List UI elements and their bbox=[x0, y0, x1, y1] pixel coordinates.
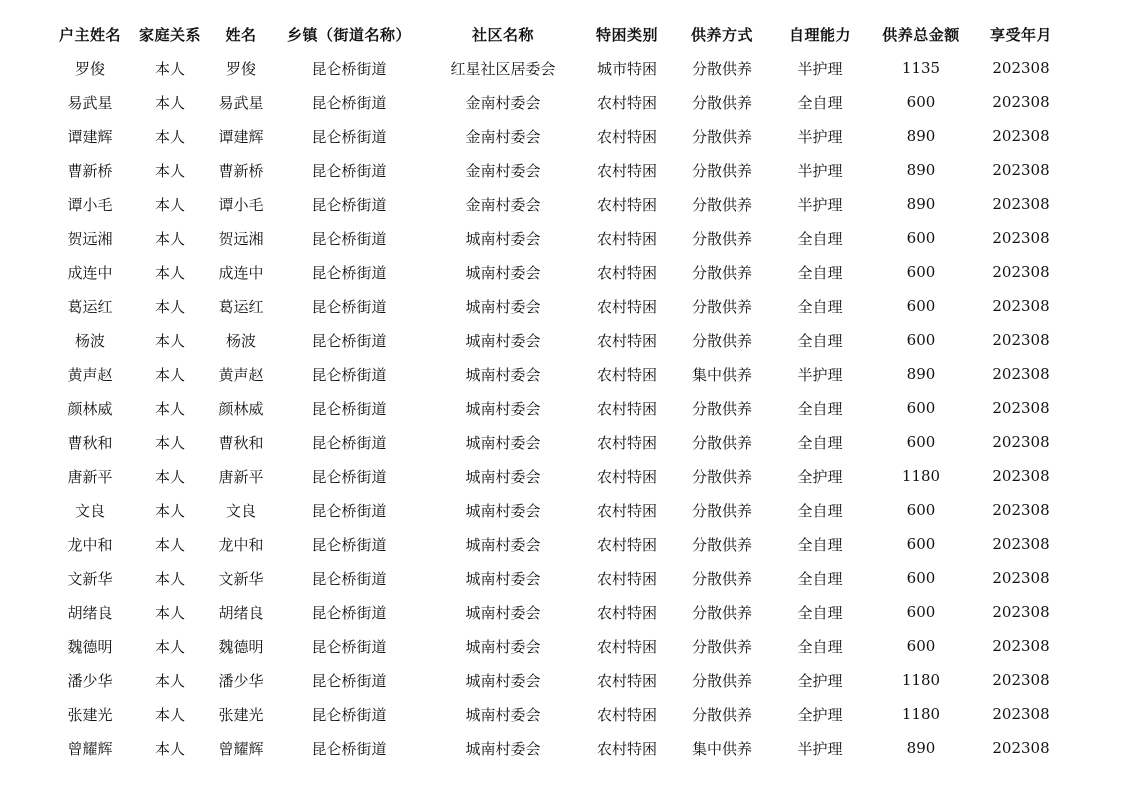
cell-support-amount: 1180 bbox=[901, 705, 941, 723]
cell-township: 昆仑桥街道 bbox=[311, 467, 387, 486]
cell-benefit-month: 202308 bbox=[992, 535, 1050, 553]
table-row bbox=[48, 153, 1068, 187]
cell-hardship-category: 农村特困 bbox=[596, 433, 657, 452]
header-row bbox=[48, 17, 1068, 51]
cell-self-care-ability: 半护理 bbox=[797, 739, 843, 758]
cell-person-name: 罗俊 bbox=[225, 59, 256, 78]
cell-hardship-category: 农村特困 bbox=[596, 365, 657, 384]
cell-family-relation: 本人 bbox=[154, 399, 185, 418]
cell-support-amount: 600 bbox=[906, 433, 936, 451]
cell-support-amount: 600 bbox=[906, 331, 936, 349]
cell-family-relation: 本人 bbox=[154, 331, 185, 350]
cell-family-relation: 本人 bbox=[154, 161, 185, 180]
cell-hardship-category: 农村特困 bbox=[596, 93, 657, 112]
cell-benefit-month: 202308 bbox=[992, 399, 1050, 417]
cell-support-amount: 600 bbox=[906, 229, 936, 247]
cell-support-method: 分散供养 bbox=[691, 93, 752, 112]
cell-benefit-month: 202308 bbox=[992, 161, 1050, 179]
cell-person-name: 葛运红 bbox=[218, 297, 264, 316]
cell-household-head-name: 杨波 bbox=[74, 331, 105, 350]
cell-family-relation: 本人 bbox=[154, 229, 185, 248]
cell-community-name: 城南村委会 bbox=[465, 365, 541, 384]
cell-self-care-ability: 半护理 bbox=[797, 195, 843, 214]
cell-township: 昆仑桥街道 bbox=[311, 535, 387, 554]
cell-support-amount: 890 bbox=[906, 127, 936, 145]
table-row bbox=[48, 255, 1068, 289]
cell-township: 昆仑桥街道 bbox=[311, 297, 387, 316]
cell-self-care-ability: 全自理 bbox=[797, 399, 843, 418]
cell-person-name: 唐新平 bbox=[218, 467, 264, 486]
cell-family-relation: 本人 bbox=[154, 569, 185, 588]
table-row bbox=[48, 391, 1068, 425]
cell-household-head-name: 曾耀辉 bbox=[67, 739, 113, 758]
cell-benefit-month: 202308 bbox=[992, 195, 1050, 213]
column-header-person-name: 姓名 bbox=[225, 25, 257, 44]
cell-township: 昆仑桥街道 bbox=[311, 501, 387, 520]
cell-benefit-month: 202308 bbox=[992, 229, 1050, 247]
cell-family-relation: 本人 bbox=[154, 637, 185, 656]
cell-community-name: 城南村委会 bbox=[465, 399, 541, 418]
cell-support-amount: 1180 bbox=[901, 671, 941, 689]
column-header-support-amount: 供养总金额 bbox=[882, 25, 960, 44]
cell-household-head-name: 黄声赵 bbox=[67, 365, 113, 384]
table-row bbox=[48, 187, 1068, 221]
cell-family-relation: 本人 bbox=[154, 671, 185, 690]
cell-support-amount: 890 bbox=[906, 161, 936, 179]
cell-township: 昆仑桥街道 bbox=[311, 671, 387, 690]
column-header-township: 乡镇（街道名称） bbox=[286, 25, 411, 44]
cell-family-relation: 本人 bbox=[154, 59, 185, 78]
cell-household-head-name: 谭建辉 bbox=[67, 127, 113, 146]
table-row bbox=[48, 527, 1068, 561]
cell-hardship-category: 农村特困 bbox=[596, 195, 657, 214]
cell-person-name: 魏德明 bbox=[218, 637, 264, 656]
cell-community-name: 金南村委会 bbox=[465, 195, 541, 214]
support-roster-table bbox=[48, 17, 1068, 765]
cell-person-name: 曹秋和 bbox=[218, 433, 264, 452]
cell-self-care-ability: 全自理 bbox=[797, 263, 843, 282]
cell-self-care-ability: 全自理 bbox=[797, 297, 843, 316]
cell-household-head-name: 胡绪良 bbox=[67, 603, 113, 622]
table-row bbox=[48, 595, 1068, 629]
table-row bbox=[48, 425, 1068, 459]
cell-support-method: 分散供养 bbox=[691, 433, 752, 452]
column-header-self-care-ability: 自理能力 bbox=[788, 25, 851, 44]
cell-support-amount: 890 bbox=[906, 195, 936, 213]
cell-community-name: 城南村委会 bbox=[465, 535, 541, 554]
cell-benefit-month: 202308 bbox=[992, 603, 1050, 621]
cell-township: 昆仑桥街道 bbox=[311, 365, 387, 384]
cell-household-head-name: 贺远湘 bbox=[67, 229, 113, 248]
cell-household-head-name: 潘少华 bbox=[67, 671, 113, 690]
cell-township: 昆仑桥街道 bbox=[311, 399, 387, 418]
cell-self-care-ability: 半护理 bbox=[797, 365, 843, 384]
table-row bbox=[48, 731, 1068, 765]
cell-community-name: 城南村委会 bbox=[465, 467, 541, 486]
cell-hardship-category: 农村特困 bbox=[596, 705, 657, 724]
cell-self-care-ability: 全自理 bbox=[797, 637, 843, 656]
cell-benefit-month: 202308 bbox=[992, 671, 1050, 689]
cell-hardship-category: 农村特困 bbox=[596, 739, 657, 758]
cell-self-care-ability: 全护理 bbox=[797, 467, 843, 486]
cell-support-method: 分散供养 bbox=[691, 671, 752, 690]
cell-benefit-month: 202308 bbox=[992, 263, 1050, 281]
cell-person-name: 谭小毛 bbox=[218, 195, 264, 214]
cell-support-amount: 600 bbox=[906, 263, 936, 281]
cell-community-name: 城南村委会 bbox=[465, 433, 541, 452]
cell-township: 昆仑桥街道 bbox=[311, 705, 387, 724]
cell-person-name: 曹新桥 bbox=[218, 161, 264, 180]
cell-support-method: 分散供养 bbox=[691, 331, 752, 350]
cell-hardship-category: 农村特困 bbox=[596, 229, 657, 248]
cell-township: 昆仑桥街道 bbox=[311, 263, 387, 282]
cell-benefit-month: 202308 bbox=[992, 331, 1050, 349]
cell-support-method: 分散供养 bbox=[691, 263, 752, 282]
cell-family-relation: 本人 bbox=[154, 501, 185, 520]
cell-family-relation: 本人 bbox=[154, 535, 185, 554]
cell-support-amount: 600 bbox=[906, 535, 936, 553]
cell-self-care-ability: 全护理 bbox=[797, 671, 843, 690]
cell-township: 昆仑桥街道 bbox=[311, 127, 387, 146]
cell-support-amount: 600 bbox=[906, 501, 936, 519]
cell-person-name: 黄声赵 bbox=[218, 365, 264, 384]
cell-support-method: 集中供养 bbox=[691, 365, 752, 384]
cell-support-method: 分散供养 bbox=[691, 535, 752, 554]
column-header-household-head-name: 户主姓名 bbox=[58, 25, 121, 44]
cell-benefit-month: 202308 bbox=[992, 433, 1050, 451]
cell-hardship-category: 城市特困 bbox=[596, 59, 657, 78]
cell-self-care-ability: 全护理 bbox=[797, 705, 843, 724]
cell-self-care-ability: 全自理 bbox=[797, 569, 843, 588]
cell-support-method: 分散供养 bbox=[691, 229, 752, 248]
cell-benefit-month: 202308 bbox=[992, 569, 1050, 587]
table-row bbox=[48, 289, 1068, 323]
table-row bbox=[48, 85, 1068, 119]
cell-community-name: 红星社区居委会 bbox=[450, 59, 556, 78]
cell-family-relation: 本人 bbox=[154, 263, 185, 282]
cell-person-name: 谭建辉 bbox=[218, 127, 264, 146]
cell-benefit-month: 202308 bbox=[992, 705, 1050, 723]
cell-support-method: 分散供养 bbox=[691, 399, 752, 418]
cell-self-care-ability: 全自理 bbox=[797, 229, 843, 248]
cell-hardship-category: 农村特困 bbox=[596, 161, 657, 180]
cell-household-head-name: 易武星 bbox=[67, 93, 113, 112]
cell-family-relation: 本人 bbox=[154, 433, 185, 452]
cell-township: 昆仑桥街道 bbox=[311, 569, 387, 588]
cell-support-amount: 600 bbox=[906, 603, 936, 621]
cell-support-amount: 600 bbox=[906, 93, 936, 111]
cell-benefit-month: 202308 bbox=[992, 297, 1050, 315]
cell-support-amount: 600 bbox=[906, 297, 936, 315]
cell-hardship-category: 农村特困 bbox=[596, 569, 657, 588]
column-header-family-relation: 家庭关系 bbox=[138, 25, 201, 44]
cell-person-name: 杨波 bbox=[225, 331, 256, 350]
cell-household-head-name: 曹新桥 bbox=[67, 161, 113, 180]
cell-support-method: 集中供养 bbox=[691, 739, 752, 758]
cell-family-relation: 本人 bbox=[154, 603, 185, 622]
cell-support-method: 分散供养 bbox=[691, 161, 752, 180]
cell-family-relation: 本人 bbox=[154, 705, 185, 724]
cell-community-name: 城南村委会 bbox=[465, 229, 541, 248]
cell-self-care-ability: 全自理 bbox=[797, 501, 843, 520]
cell-person-name: 龙中和 bbox=[218, 535, 264, 554]
cell-household-head-name: 葛运红 bbox=[67, 297, 113, 316]
cell-household-head-name: 谭小毛 bbox=[67, 195, 113, 214]
cell-hardship-category: 农村特困 bbox=[596, 501, 657, 520]
cell-self-care-ability: 全自理 bbox=[797, 93, 843, 112]
cell-hardship-category: 农村特困 bbox=[596, 637, 657, 656]
cell-community-name: 城南村委会 bbox=[465, 671, 541, 690]
table-row bbox=[48, 323, 1068, 357]
cell-hardship-category: 农村特困 bbox=[596, 467, 657, 486]
cell-community-name: 金南村委会 bbox=[465, 93, 541, 112]
table-row bbox=[48, 119, 1068, 153]
cell-township: 昆仑桥街道 bbox=[311, 739, 387, 758]
cell-township: 昆仑桥街道 bbox=[311, 331, 387, 350]
cell-support-method: 分散供养 bbox=[691, 467, 752, 486]
cell-person-name: 文良 bbox=[225, 501, 256, 520]
cell-support-amount: 1180 bbox=[901, 467, 941, 485]
cell-support-amount: 1135 bbox=[901, 59, 941, 77]
cell-support-method: 分散供养 bbox=[691, 637, 752, 656]
cell-family-relation: 本人 bbox=[154, 739, 185, 758]
cell-township: 昆仑桥街道 bbox=[311, 195, 387, 214]
cell-benefit-month: 202308 bbox=[992, 93, 1050, 111]
cell-hardship-category: 农村特困 bbox=[596, 603, 657, 622]
cell-benefit-month: 202308 bbox=[992, 739, 1050, 757]
cell-family-relation: 本人 bbox=[154, 195, 185, 214]
column-header-community-name: 社区名称 bbox=[471, 25, 534, 44]
cell-household-head-name: 张建光 bbox=[67, 705, 113, 724]
cell-person-name: 潘少华 bbox=[218, 671, 264, 690]
table-row bbox=[48, 357, 1068, 391]
cell-community-name: 城南村委会 bbox=[465, 297, 541, 316]
cell-household-head-name: 龙中和 bbox=[67, 535, 113, 554]
cell-benefit-month: 202308 bbox=[992, 59, 1050, 77]
cell-family-relation: 本人 bbox=[154, 297, 185, 316]
cell-self-care-ability: 半护理 bbox=[797, 59, 843, 78]
cell-support-amount: 890 bbox=[906, 365, 936, 383]
cell-community-name: 城南村委会 bbox=[465, 637, 541, 656]
cell-person-name: 成连中 bbox=[218, 263, 264, 282]
cell-support-method: 分散供养 bbox=[691, 705, 752, 724]
cell-household-head-name: 文新华 bbox=[67, 569, 113, 588]
cell-person-name: 贺远湘 bbox=[218, 229, 264, 248]
column-header-support-method: 供养方式 bbox=[690, 25, 753, 44]
table-row bbox=[48, 561, 1068, 595]
cell-family-relation: 本人 bbox=[154, 127, 185, 146]
table-row bbox=[48, 663, 1068, 697]
cell-community-name: 城南村委会 bbox=[465, 263, 541, 282]
cell-hardship-category: 农村特困 bbox=[596, 127, 657, 146]
cell-person-name: 胡绪良 bbox=[218, 603, 264, 622]
cell-township: 昆仑桥街道 bbox=[311, 93, 387, 112]
cell-support-method: 分散供养 bbox=[691, 59, 752, 78]
cell-support-amount: 600 bbox=[906, 569, 936, 587]
cell-benefit-month: 202308 bbox=[992, 365, 1050, 383]
cell-community-name: 金南村委会 bbox=[465, 161, 541, 180]
cell-household-head-name: 文良 bbox=[74, 501, 105, 520]
cell-benefit-month: 202308 bbox=[992, 127, 1050, 145]
cell-benefit-month: 202308 bbox=[992, 637, 1050, 655]
cell-person-name: 颜林威 bbox=[218, 399, 264, 418]
cell-community-name: 城南村委会 bbox=[465, 569, 541, 588]
table-row bbox=[48, 697, 1068, 731]
cell-self-care-ability: 全自理 bbox=[797, 603, 843, 622]
cell-hardship-category: 农村特困 bbox=[596, 535, 657, 554]
cell-person-name: 易武星 bbox=[218, 93, 264, 112]
cell-self-care-ability: 全自理 bbox=[797, 535, 843, 554]
cell-support-method: 分散供养 bbox=[691, 127, 752, 146]
cell-community-name: 城南村委会 bbox=[465, 705, 541, 724]
cell-support-method: 分散供养 bbox=[691, 603, 752, 622]
cell-township: 昆仑桥街道 bbox=[311, 603, 387, 622]
cell-household-head-name: 唐新平 bbox=[67, 467, 113, 486]
cell-self-care-ability: 半护理 bbox=[797, 127, 843, 146]
cell-household-head-name: 颜林威 bbox=[67, 399, 113, 418]
table-row bbox=[48, 221, 1068, 255]
column-header-benefit-month: 享受年月 bbox=[989, 25, 1052, 44]
cell-community-name: 金南村委会 bbox=[465, 127, 541, 146]
cell-benefit-month: 202308 bbox=[992, 467, 1050, 485]
cell-support-method: 分散供养 bbox=[691, 297, 752, 316]
cell-support-method: 分散供养 bbox=[691, 569, 752, 588]
cell-township: 昆仑桥街道 bbox=[311, 161, 387, 180]
cell-benefit-month: 202308 bbox=[992, 501, 1050, 519]
cell-family-relation: 本人 bbox=[154, 93, 185, 112]
cell-hardship-category: 农村特困 bbox=[596, 399, 657, 418]
cell-support-method: 分散供养 bbox=[691, 501, 752, 520]
cell-township: 昆仑桥街道 bbox=[311, 433, 387, 452]
cell-hardship-category: 农村特困 bbox=[596, 331, 657, 350]
cell-support-amount: 600 bbox=[906, 637, 936, 655]
cell-household-head-name: 魏德明 bbox=[67, 637, 113, 656]
cell-community-name: 城南村委会 bbox=[465, 739, 541, 758]
table-row bbox=[48, 51, 1068, 85]
cell-support-amount: 890 bbox=[906, 739, 936, 757]
column-header-hardship-category: 特困类别 bbox=[595, 25, 658, 44]
cell-hardship-category: 农村特困 bbox=[596, 671, 657, 690]
cell-person-name: 文新华 bbox=[218, 569, 264, 588]
cell-household-head-name: 罗俊 bbox=[74, 59, 105, 78]
cell-person-name: 曾耀辉 bbox=[218, 739, 264, 758]
table-row bbox=[48, 629, 1068, 663]
table-row bbox=[48, 493, 1068, 527]
cell-hardship-category: 农村特困 bbox=[596, 263, 657, 282]
cell-household-head-name: 成连中 bbox=[67, 263, 113, 282]
table-header bbox=[48, 17, 1068, 51]
cell-hardship-category: 农村特困 bbox=[596, 297, 657, 316]
cell-support-method: 分散供养 bbox=[691, 195, 752, 214]
cell-community-name: 城南村委会 bbox=[465, 501, 541, 520]
cell-self-care-ability: 全自理 bbox=[797, 331, 843, 350]
cell-self-care-ability: 全自理 bbox=[797, 433, 843, 452]
cell-household-head-name: 曹秋和 bbox=[67, 433, 113, 452]
table-body bbox=[48, 51, 1068, 765]
cell-community-name: 城南村委会 bbox=[465, 331, 541, 350]
cell-township: 昆仑桥街道 bbox=[311, 229, 387, 248]
cell-self-care-ability: 半护理 bbox=[797, 161, 843, 180]
cell-person-name: 张建光 bbox=[218, 705, 264, 724]
cell-family-relation: 本人 bbox=[154, 365, 185, 384]
cell-family-relation: 本人 bbox=[154, 467, 185, 486]
cell-community-name: 城南村委会 bbox=[465, 603, 541, 622]
cell-township: 昆仑桥街道 bbox=[311, 59, 387, 78]
table-row bbox=[48, 459, 1068, 493]
cell-township: 昆仑桥街道 bbox=[311, 637, 387, 656]
cell-support-amount: 600 bbox=[906, 399, 936, 417]
